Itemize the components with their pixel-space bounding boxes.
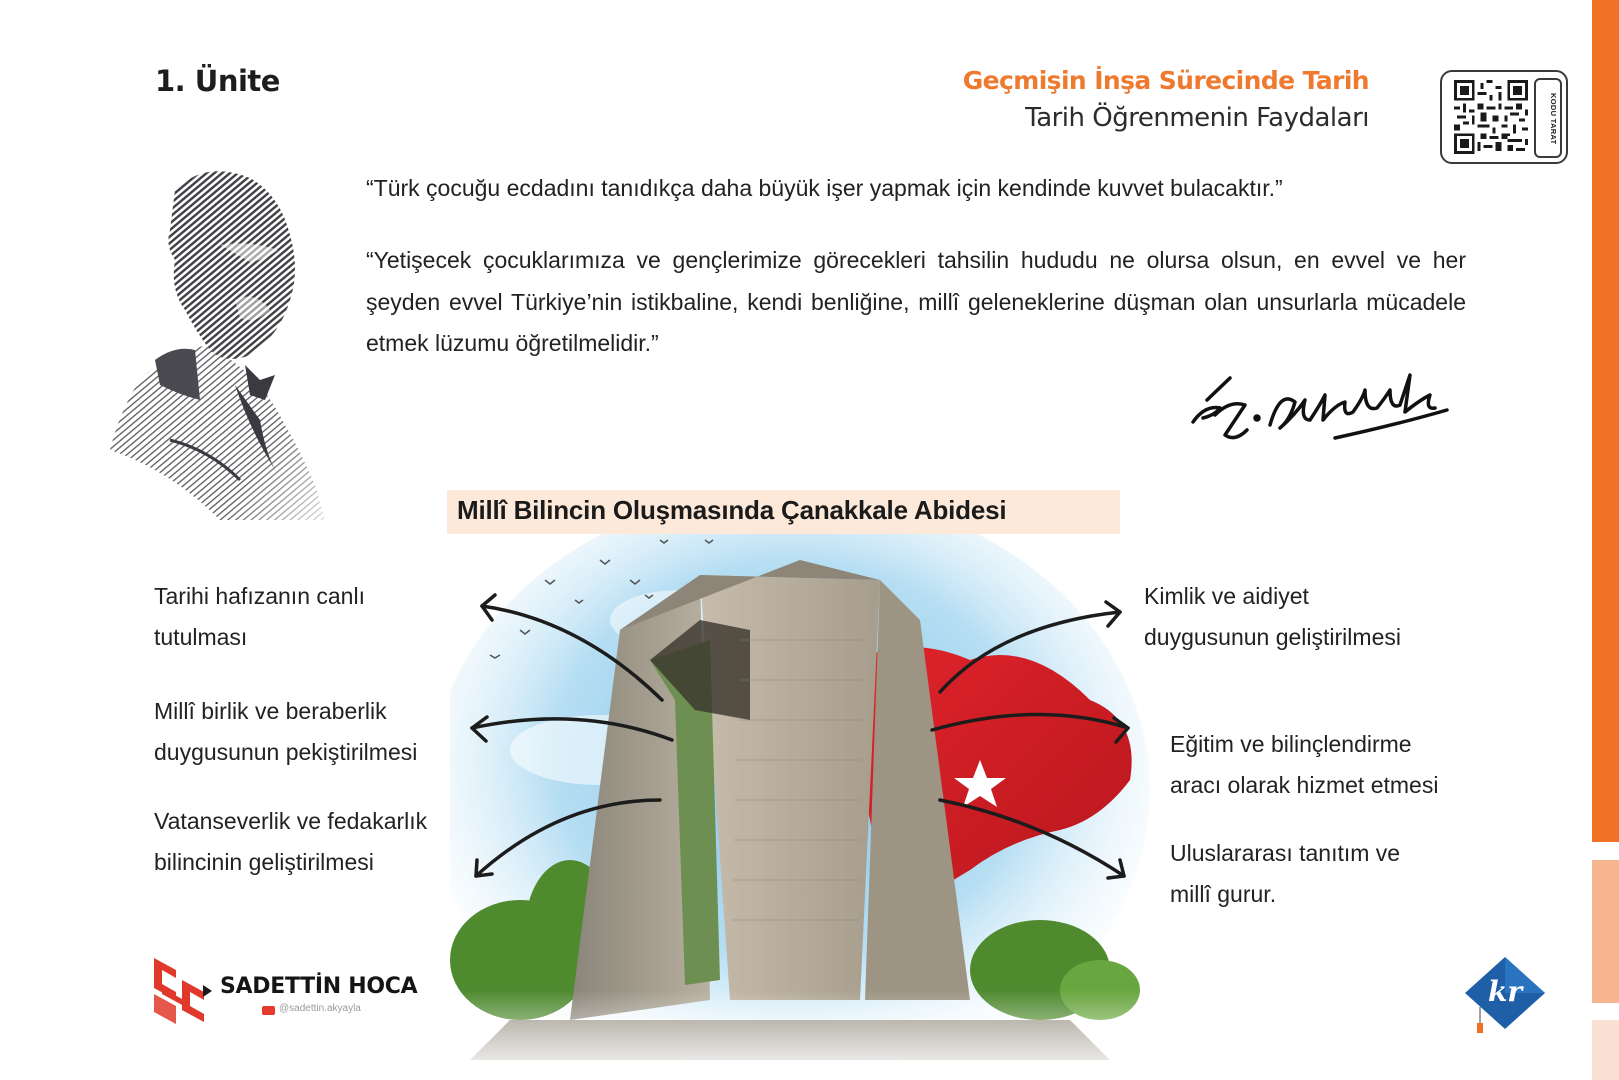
benefit-label-international: Uluslararası tanıtım ve millî gurur. — [1170, 840, 1401, 907]
topic-title: Geçmişin İnşa Sürecinde Tarih — [962, 66, 1369, 95]
side-bar-pale-orange — [1592, 1020, 1619, 1080]
scan-code-tab — [1534, 78, 1562, 158]
header-topic-block — [963, 64, 1369, 138]
svg-text:kr: kr — [1488, 975, 1523, 1008]
benefit-label-education: Eğitim ve bilinçlendirme aracı olarak hizmet etmesi — [1170, 731, 1439, 798]
ataturk-signature-image — [1185, 360, 1455, 450]
quote-2: “Yetişecek çocuklarımıza ve gençlerimize görecekleri tahsilin hududu ne olursa olsun, en evvel ve her şeyden evvel Türkiye’nin istikbaline, kendi benliğine, millî geleneklerine düşman olan unsurlarla mücadele etmek lüzumu öğretilmelidir.” — [366, 247, 1466, 356]
kr-akademi-logo-icon — [1460, 955, 1550, 1035]
unit-title: 1. Ünite — [155, 64, 280, 98]
brand-handle: @sadettin.akyayla — [279, 1003, 361, 1014]
brand-name: SADETTİN HOCA — [220, 974, 418, 999]
quote-1: “Türk çocuğu ecdadını tanıdıkça daha büyük işer yapmak için kendinde kuvvet bulacaktır.” — [366, 175, 1283, 201]
subtopic-title: Tarih Öğrenmenin Faydaları — [1025, 103, 1369, 133]
play-icon — [203, 985, 212, 997]
qr-code-box[interactable] — [1440, 70, 1568, 164]
side-bar-light-orange — [1592, 860, 1619, 1003]
qr-code-icon — [1454, 80, 1528, 154]
canakkale-monument-image — [450, 520, 1150, 1080]
svg-text:AKADEMİ: AKADEMİ — [1509, 998, 1534, 1021]
scan-code-label: KODU TARAT — [1549, 93, 1558, 145]
benefit-label-national-unity: Millî birlik ve beraberlik duygusunun pekiştirilmesi — [154, 698, 418, 765]
benefit-label-historical-memory: Tarihi hafızanın canlı tutulması — [154, 583, 365, 650]
benefit-label-identity: Kimlik ve aidiyet duygusunun geliştirilmesi — [1144, 583, 1401, 650]
benefit-label-patriotism: Vatanseverlik ve fedakarlık bilincinin geliştirilmesi — [154, 808, 428, 875]
ataturk-portrait-image — [100, 150, 340, 520]
youtube-icon — [262, 1006, 275, 1015]
sadettin-hoca-logo-icon — [154, 958, 204, 1024]
side-bar-orange — [1592, 0, 1619, 842]
figure-title: Millî Bilincin Oluşmasında Çanakkale Abidesi — [457, 495, 1007, 525]
